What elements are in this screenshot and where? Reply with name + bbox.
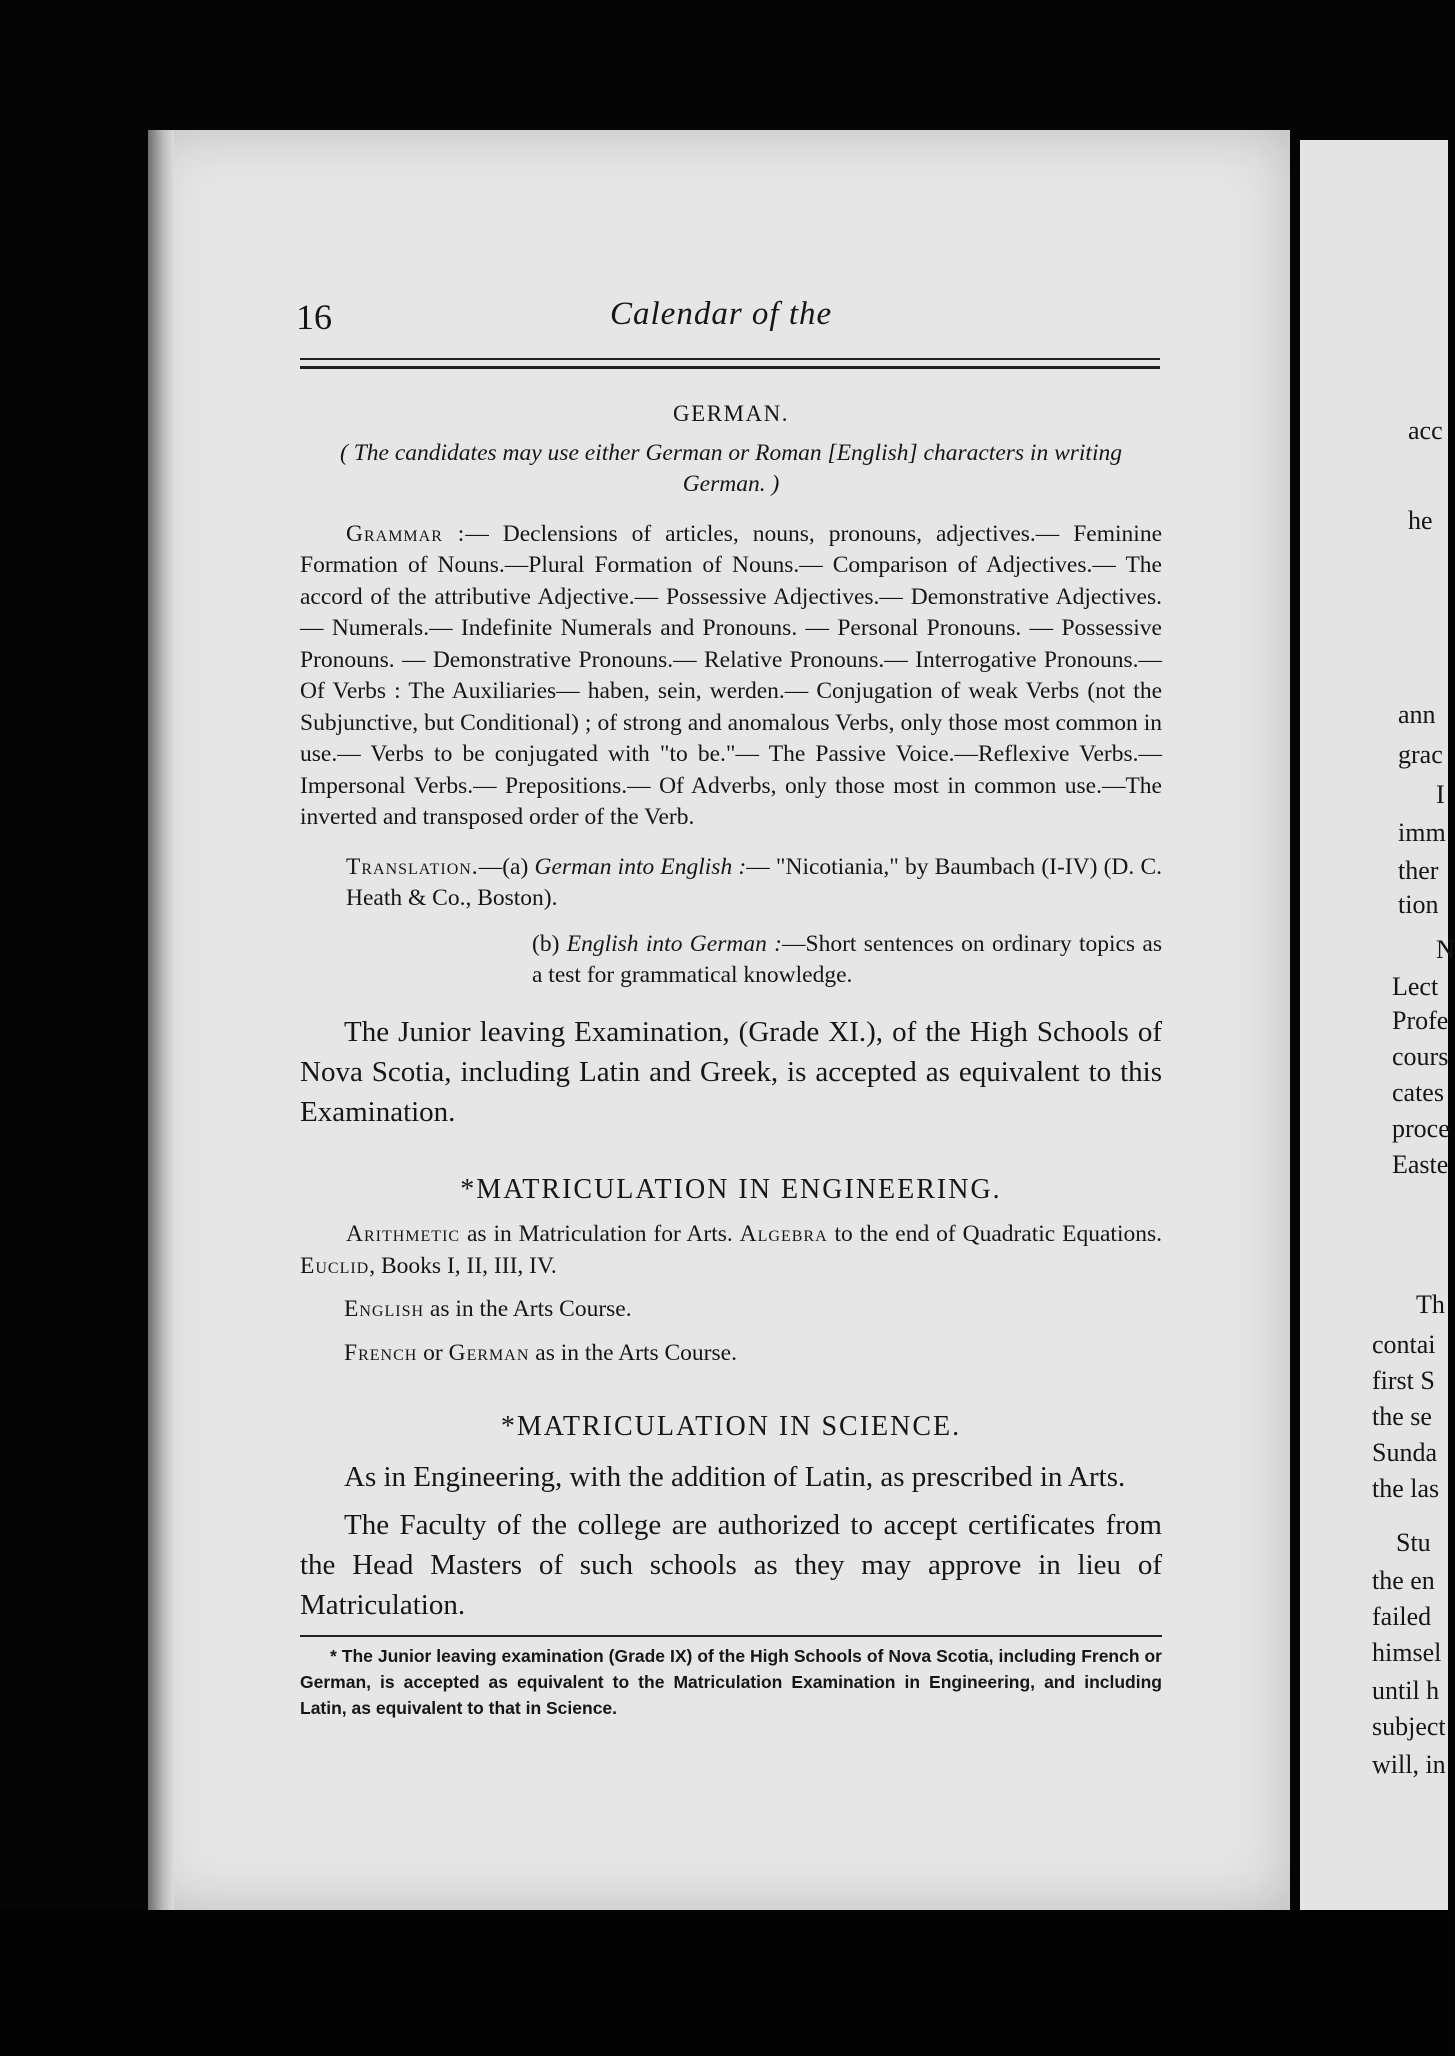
algebra-text: to the end of Quadratic Equations. [827,1221,1162,1247]
right-fragment: tion [1398,890,1439,919]
right-fragment: cours [1392,1042,1449,1071]
right-fragment: subject [1372,1712,1446,1741]
right-fragment: I [1436,780,1445,809]
translation-b-prefix: (b) [532,930,560,957]
right-fragment: imm [1398,818,1446,847]
english-label: English [344,1296,425,1322]
right-fragment: proce [1392,1114,1450,1143]
junior-leaving-paragraph: The Junior leaving Examination, (Grade XI.), of the High Schools of Nova Scotia, including Latin and Greek, is accepted as equivalent to this Examination. [300,1015,1162,1128]
engineering-french-line [344,1338,1162,1370]
right-fragment: himsel [1372,1638,1442,1667]
page-content [300,398,1162,1721]
right-fragment: Easte [1392,1150,1449,1179]
translation-a-prefix: —(a) [478,853,529,880]
euclid-label: Euclid [300,1252,370,1279]
header-rule-thin [300,358,1160,360]
science-paragraph-1: As in Engineering, with the addition of Latin, as prescribed in Arts. [344,1460,1126,1493]
right-fragment: acc [1408,416,1443,445]
english-text: as in the Arts Course. [424,1296,632,1322]
translation-b-text: —Short sentences on ordinary topics as a test for grammatical knowledge. [532,930,1162,988]
right-fragment: the las [1372,1474,1440,1503]
right-fragment: will, in [1372,1750,1446,1779]
right-fragment: he [1408,506,1433,535]
grammar-text: — Declensions of articles, nouns, pronouns, adjectives.— Feminine Formation of Nouns.—Plural Formation of Nouns.— Comparison of Adjectives.— The accord of the attributive Adjective.— Possessive Adjectives.— Demonstrative Adjectives.— Numerals.— Indefinite Numerals and Pronouns. — Personal Pronouns. — Possessive Pronouns. — Demonstrative Pronouns.— Relative Pronouns.— Interrogative Pronouns.— Of Verbs : The Auxiliaries— haben, sein, werden.— Conjugation of weak Verbs (not the Subjunctive, but Conditional) ; of strong and anomalous Verbs, only those most common in use.— Verbs to be conjugated with "to be."— The Passive Voice.—Reflexive Verbs.— Impersonal Verbs.— Prepositions.— Of Adverbs, only those most in common use.—The inverted and transposed order of the Verb. [300,520,1163,830]
header-rule-thick [300,366,1160,369]
right-fragment: Profe [1392,1006,1449,1035]
french-label: French [344,1339,418,1366]
page-number: 16 [296,297,332,337]
arithmetic-label: Arithmetic [346,1221,461,1247]
euclid-text: , Books I, II, III, IV. [369,1252,557,1279]
grammar-paragraph [300,519,1162,834]
right-fragment: grac [1398,740,1443,769]
german-note: ( The candidates may use either German or Roman [English] characters in writing German. ) [340,439,1122,497]
grammar-label: Grammar : [346,520,466,547]
science-paragraph-2: The Faculty of the college are authorized to accept certificates from the Head Masters of such schools as they may approve in lieu of Matriculation. [300,1508,1162,1621]
right-fragment: Lect [1392,972,1439,1001]
or-text: or [417,1339,449,1366]
translation-a-text: — "Nicotiania," by Baumbach (I-IV) (D. C. Heath & Co., Boston). [346,853,1162,911]
engineering-arith-para [300,1219,1162,1282]
running-head: Calendar of the [610,296,833,332]
right-fragment: ann [1398,700,1436,729]
translation-label: Translation. [346,853,479,880]
right-fragment: first S [1372,1366,1435,1395]
right-fragment: N [1436,935,1455,964]
right-fragment: until h [1372,1676,1440,1705]
footnote: * The Junior leaving examination (Grade IX) of the High Schools of Nova Scotia, including French or German, is accepted as equivalent to the Matriculation Examination in Engineering, and including Latin, as equivalent to that in Science. [300,1645,1162,1718]
science-heading: *MATRICULATION IN SCIENCE. [500,1411,962,1442]
french-text: as in the Arts Course. [529,1339,737,1366]
translation-a [300,852,1162,915]
engineering-english-line [344,1294,1162,1326]
right-fragment: Stu [1396,1528,1431,1557]
right-fragment: cates [1392,1078,1444,1107]
german-heading: GERMAN. [673,401,789,426]
right-fragment: failed [1372,1602,1432,1631]
algebra-label: Algebra [739,1221,828,1247]
right-fragment: Th [1416,1290,1445,1319]
right-fragment: contai [1372,1330,1436,1359]
right-fragment: ther [1398,856,1439,885]
translation-b [532,929,1162,992]
translation-a-title: German into English : [534,853,747,880]
engineering-heading: *MATRICULATION IN ENGINEERING. [460,1173,1002,1205]
right-fragment: the en [1372,1566,1435,1595]
arithmetic-text: as in Matriculation for Arts. [460,1221,740,1247]
translation-b-title: English into German : [566,930,782,957]
right-fragment: the se [1372,1402,1432,1431]
right-fragment: Sunda [1372,1438,1437,1467]
scan-background [0,1910,1448,2056]
footnote-rule [300,1635,1162,1637]
book-gutter [148,130,174,1910]
german-label: German [448,1339,530,1366]
